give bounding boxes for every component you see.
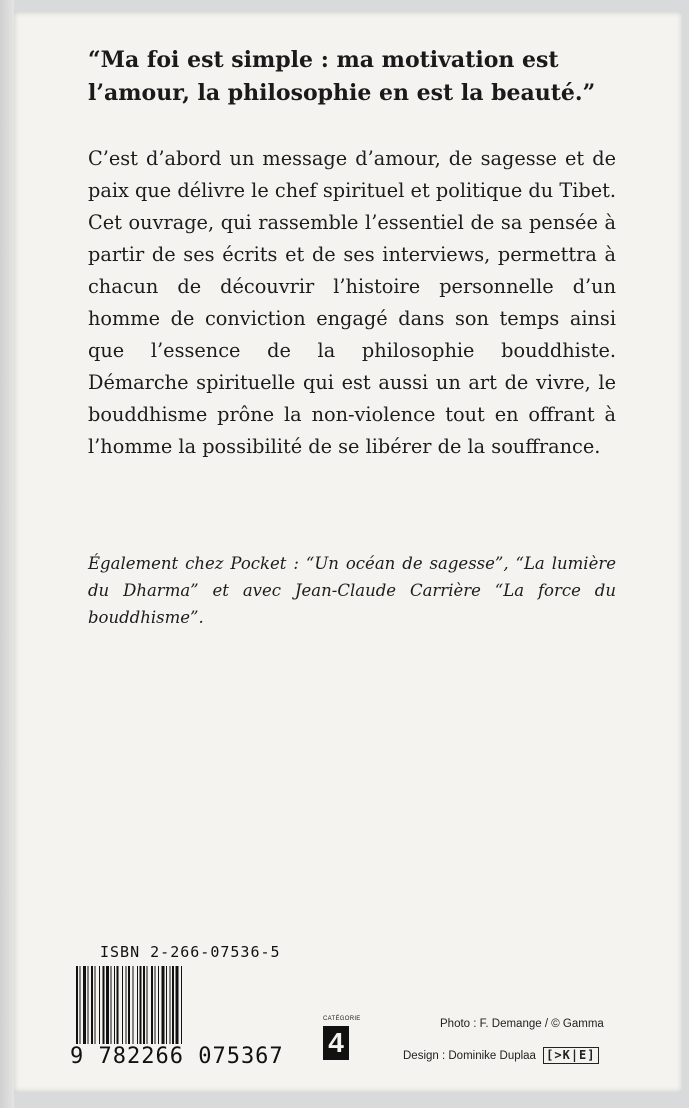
cover-quote: “Ma foi est simple : ma motivation est l’amour, la philosophie en est la beauté.” bbox=[88, 47, 596, 106]
design-credit: Design : Dominike Duplaa bbox=[403, 1050, 536, 1062]
category-badge: 4 bbox=[323, 1026, 349, 1060]
also-available-note: Également chez Pocket : “Un océan de sagesse”, “La lumière du Dharma” et avec Jean-Claude Carrière “La force du bouddhisme”. bbox=[88, 554, 616, 627]
blurb-paragraph: C’est d’abord un message d’amour, de sagesse et de paix que délivre le chef spirituel et politique du Tibet. Cet ouvrage, qui rassemble l’essentiel de sa pensée à partir de ses écrits et de ses interviews, permettra à chacun de découvrir l’histoire personnelle d’un homme de conviction engagé dans son temps ainsi que l’essence de la philosophie bouddhiste. Démarche spirituelle qui est aussi un art de vivre, le bouddhisme prône la non-violence tout en offrant à l’homme la possibilité de se libérer de la souffrance. bbox=[88, 147, 616, 458]
design-logo: [>K|E] bbox=[543, 1047, 598, 1064]
photo-credit: Photo : F. Demange / © Gamma bbox=[440, 1018, 604, 1030]
design-credit-line bbox=[403, 1047, 599, 1064]
barcode bbox=[76, 966, 281, 1044]
isbn-number: ISBN 2-266-07536-5 bbox=[100, 943, 281, 961]
book-edge bbox=[0, 0, 14, 1108]
barcode-digits: 9 782266 075367 bbox=[70, 1044, 284, 1069]
category-label: CATÉGORIE bbox=[323, 1016, 361, 1022]
